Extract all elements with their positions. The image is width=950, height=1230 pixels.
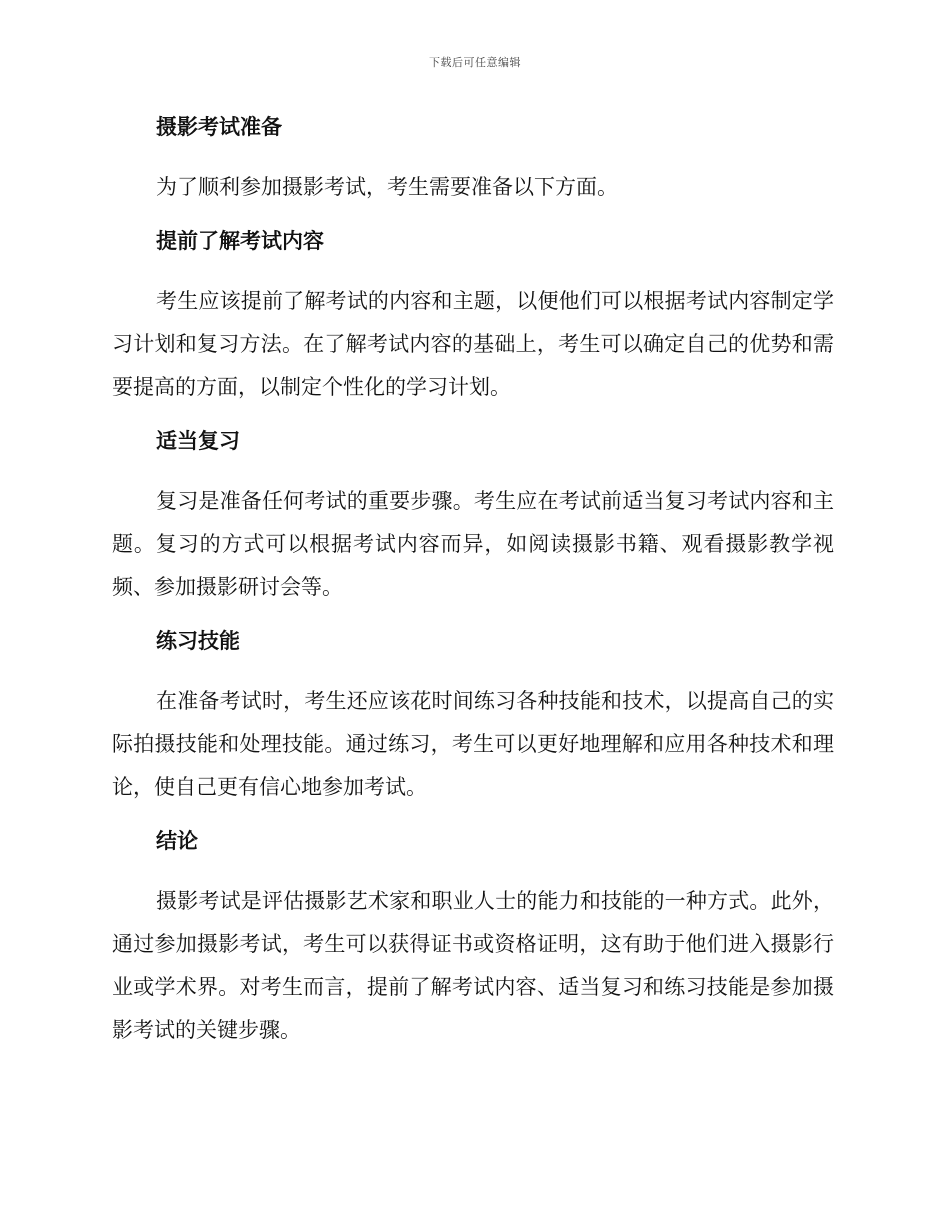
section-paragraph-exam-preparation: 为了顺利参加摄影考试，考生需要准备以下方面。 [156,175,618,199]
section-paragraph-review: 复习是准备任何考试的重要步骤。考生应在考试前适当复习考试内容和主题。复习的方式可以根据考试内容而异，如阅读摄影书籍、观看摄影教学视频、参加摄影研讨会等。 [112,489,834,599]
section-heading-conclusion: 结论 [156,829,198,853]
section-paragraph-conclusion: 摄影考试是评估摄影艺术家和职业人士的能力和技能的一种方式。此外，通过参加摄影考试，考生可以获得证书或资格证明，这有助于他们进入摄影行业或学术界。对考生而言，提前了解考试内容、适当复习和练习技能是参加摄影考试的关键步骤。 [112,889,834,1042]
section-heading-understand-content: 提前了解考试内容 [156,229,324,253]
section-paragraph-practice-skills: 在准备考试时，考生还应该花时间练习各种技能和技术，以提高自己的实际拍摄技能和处理技能。通过练习，考生可以更好地理解和应用各种技术和理论，使自己更有信心地参加考试。 [112,689,834,799]
section-heading-exam-preparation: 摄影考试准备 [156,115,282,139]
section-paragraph-understand-content: 考生应该提前了解考试的内容和主题，以便他们可以根据考试内容制定学习计划和复习方法。在了解考试内容的基础上，考生可以确定自己的优势和需要提高的方面，以制定个性化的学习计划。 [112,289,834,399]
section-heading-practice-skills: 练习技能 [156,629,240,653]
section-heading-review: 适当复习 [156,429,240,453]
document-body [112,112,834,1052]
page-header: 下载后可任意编辑 [429,56,521,69]
